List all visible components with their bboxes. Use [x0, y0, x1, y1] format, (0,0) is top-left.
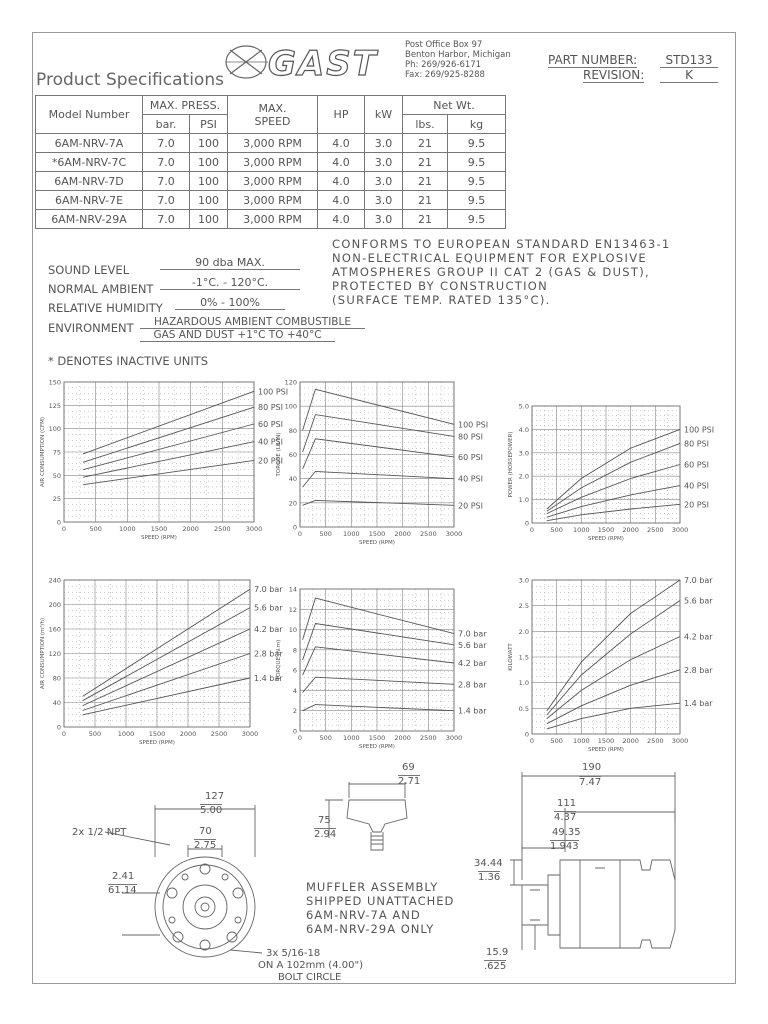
x-axis-label: SPEED (RPM): [359, 540, 395, 546]
cell-model: 6AM-NRV-7E: [36, 191, 143, 210]
cell-hp: 4.0: [318, 134, 365, 153]
header-kg: kg: [448, 115, 506, 134]
series-label: 5.6 bar: [254, 603, 283, 613]
header-psi: PSI: [190, 115, 228, 134]
x-tick-label: 1000: [117, 730, 135, 738]
x-tick-label: 0: [529, 526, 535, 534]
x-tick-label: 500: [550, 737, 563, 745]
series-label: 60 PSI: [684, 460, 709, 470]
humidity-label: RELATIVE HUMIDITY: [48, 301, 163, 315]
cell-hp: 4.0: [318, 172, 365, 191]
y-axis-label: AIR CONSUMPTION (CFM): [40, 416, 46, 488]
address-line: Post Office Box 97: [405, 40, 483, 50]
x-tick-label: 2000: [179, 730, 197, 738]
y-tick-label: 2: [292, 707, 297, 716]
y-tick-label: 5.0: [518, 402, 529, 411]
part-number-label: PART NUMBER:: [548, 53, 638, 67]
series-label: 60 PSI: [458, 452, 483, 462]
cell-kw: 3.0: [365, 191, 403, 210]
x-tick-label: 3000: [671, 737, 689, 745]
y-tick-label: 120: [284, 378, 297, 387]
gast-logo: [222, 40, 390, 84]
series-line: [547, 703, 680, 729]
header-kw: kW: [365, 96, 403, 134]
series-label: 1.4 bar: [684, 699, 713, 709]
y-tick-label: 2.5: [518, 602, 529, 611]
x-tick-label: 0: [297, 530, 303, 538]
y-tick-label: 20: [288, 499, 297, 508]
cell-kg: 9.5: [448, 134, 506, 153]
dim-4935-in: 1.943: [550, 841, 579, 852]
x-axis-label: SPEED (RPM): [588, 747, 624, 753]
series-label: 40 PSI: [258, 437, 283, 447]
chart-torque-lbin: [272, 374, 512, 549]
table-row: [36, 191, 506, 210]
header-max-press: MAX. PRESS.: [143, 96, 228, 115]
table-row: [36, 210, 506, 229]
cell-lbs: 21: [403, 191, 448, 210]
x-tick-label: 500: [550, 526, 563, 534]
cell-lbs: 21: [403, 210, 448, 229]
x-tick-label: 2000: [182, 525, 199, 533]
dim-6114: 61.14: [108, 885, 137, 896]
x-tick-label: 3000: [671, 526, 689, 534]
y-tick-label: 4: [292, 686, 297, 695]
x-tick-label: 0: [297, 734, 303, 742]
series-line: [547, 601, 680, 716]
x-tick-label: 0: [61, 730, 67, 738]
y-tick-label: 50: [52, 471, 61, 480]
cell-speed: 3,000 RPM: [228, 210, 318, 229]
y-tick-label: 0: [56, 723, 61, 732]
dim-159-in: .625: [484, 961, 507, 972]
x-tick-label: 0: [61, 525, 67, 533]
humidity-value: 0% - 100%: [175, 296, 285, 310]
x-tick-label: 2500: [647, 526, 664, 534]
series-line: [303, 415, 454, 453]
ambient-label: NORMAL AMBIENT: [48, 282, 154, 296]
cell-psi: 100: [190, 153, 228, 172]
ambient-value: -1°C. - 120°C.: [160, 276, 300, 290]
conformity-line: PROTECTED BY CONSTRUCTION: [332, 279, 549, 293]
x-tick-label: 2500: [214, 525, 231, 533]
cell-psi: 100: [190, 172, 228, 191]
series-label: 7.0 bar: [254, 585, 283, 595]
muffler-note-line: 6AM-NRV-29A ONLY: [306, 922, 435, 936]
muffler-note-line: 6AM-NRV-7A AND: [306, 908, 421, 922]
x-tick-label: 3000: [245, 525, 263, 533]
series-label: 80 PSI: [258, 403, 283, 413]
series-line: [83, 589, 250, 696]
dim-70-in: 2.75: [194, 840, 217, 851]
cell-model: *6AM-NRV-7C: [36, 153, 143, 172]
series-label: 40 PSI: [458, 474, 483, 484]
dim-190: 190: [582, 762, 602, 773]
cell-kg: 9.5: [448, 153, 506, 172]
y-tick-label: 200: [48, 601, 61, 609]
y-axis-label: TORQUE (LB-IN): [276, 432, 282, 477]
y-tick-label: 40: [288, 475, 297, 484]
conformity-statement: [332, 237, 671, 307]
chart-kilowatt: [500, 572, 732, 753]
y-tick-label: 0: [56, 518, 61, 527]
series-label: 7.0 bar: [458, 629, 487, 639]
address-line: Fax: 269/925-8288: [405, 70, 485, 80]
x-tick-label: 500: [319, 734, 332, 742]
y-tick-label: 0.5: [518, 704, 529, 713]
dim-241: 2.41: [112, 871, 135, 882]
environment-value-1: HAZARDOUS AMBIENT COMBUSTIBLE: [140, 316, 365, 329]
dim-4935: 49.35: [552, 827, 581, 838]
series-label: 5.6 bar: [458, 640, 487, 650]
header-max-speed-1: MAX.: [258, 101, 287, 115]
x-tick-label: 3000: [241, 730, 259, 738]
chart-svg: [500, 398, 732, 548]
x-axis-label: SPEED (RPM): [359, 744, 395, 750]
x-tick-label: 2500: [420, 530, 437, 538]
cell-speed: 3,000 RPM: [228, 191, 318, 210]
cell-kg: 9.5: [448, 191, 506, 210]
x-tick-label: 2000: [394, 530, 411, 538]
series-label: 1.4 bar: [458, 706, 487, 716]
series-label: 20 PSI: [458, 501, 483, 511]
y-tick-label: 4.0: [518, 425, 529, 434]
y-tick-label: 3.0: [518, 449, 529, 458]
conformity-line: CONFORMS TO EUROPEAN STANDARD EN13463-1: [332, 237, 671, 251]
muffler-dia: 69: [402, 762, 415, 773]
y-tick-label: 75: [52, 448, 61, 457]
sound-label: SOUND LEVEL: [48, 263, 130, 277]
muffler-height: 75: [318, 815, 331, 826]
chart-svg: [500, 572, 732, 753]
y-tick-label: 10: [288, 626, 297, 635]
y-tick-label: 60: [288, 451, 297, 459]
y-tick-label: 100: [284, 402, 297, 411]
muffler-note-line: SHIPPED UNATTACHED: [306, 894, 455, 908]
cell-bar: 7.0: [143, 153, 190, 172]
chart-svg: [272, 577, 512, 749]
chart-torque-nm: [272, 577, 512, 749]
x-tick-label: 1000: [343, 734, 360, 742]
cell-kw: 3.0: [365, 210, 403, 229]
environment-value-2: GAS AND DUST +1°C TO +40°C: [140, 329, 335, 342]
series-label: 5.6 bar: [684, 596, 713, 606]
y-tick-label: 0: [524, 730, 529, 739]
x-tick-label: 2500: [210, 730, 228, 738]
cell-kg: 9.5: [448, 210, 506, 229]
cell-psi: 100: [190, 134, 228, 153]
series-label: 4.2 bar: [458, 659, 487, 669]
series-label: 4.2 bar: [684, 632, 713, 642]
y-axis-label: TORQUE (N.m): [276, 639, 282, 681]
cell-model: 6AM-NRV-7D: [36, 172, 143, 191]
y-tick-label: 150: [48, 378, 61, 387]
chart-svg: [272, 374, 512, 549]
series-label: 100 PSI: [684, 425, 715, 435]
muffler-note: [306, 880, 454, 936]
series-label: 2.8 bar: [684, 665, 713, 675]
cell-hp: 4.0: [318, 210, 365, 229]
x-tick-label: 1500: [148, 730, 166, 738]
cell-hp: 4.0: [318, 153, 365, 172]
header-max-speed-2: SPEED: [254, 114, 291, 128]
x-tick-label: 2000: [394, 734, 411, 742]
series-line: [303, 439, 454, 469]
y-axis-label: AIR CONSUMPTION (m³/h): [40, 617, 46, 690]
header-model: Model Number: [36, 96, 143, 134]
y-tick-label: 1.0: [518, 496, 529, 505]
series-label: 80 PSI: [458, 432, 483, 442]
x-axis-label: SPEED (RPM): [141, 535, 177, 541]
series-label: 1.4 bar: [254, 674, 283, 683]
inactive-note: * DENOTES INACTIVE UNITS: [48, 354, 209, 368]
cell-lbs: 21: [403, 172, 448, 191]
conformity-line: ATMOSPHERES GROUP II CAT 2 (GAS & DUST),: [332, 265, 650, 279]
x-tick-label: 1000: [573, 526, 590, 534]
y-tick-label: 12: [288, 605, 297, 614]
muffler-dia-in: 2.71: [398, 776, 421, 787]
y-tick-label: 1.0: [518, 679, 529, 688]
part-number-value: STD133: [660, 53, 718, 68]
x-tick-label: 1000: [343, 530, 360, 538]
series-line: [303, 471, 454, 487]
header-net-wt: Net Wt.: [403, 96, 506, 115]
cell-hp: 4.0: [318, 191, 365, 210]
y-tick-label: 0: [292, 727, 297, 736]
y-tick-label: 2.0: [518, 472, 529, 481]
x-tick-label: 2500: [420, 734, 437, 742]
series-label: 100 PSI: [458, 420, 489, 430]
y-tick-label: 3.0: [518, 576, 529, 585]
cell-speed: 3,000 RPM: [228, 134, 318, 153]
y-tick-label: 0: [292, 523, 297, 532]
dim-3444: 34.44: [474, 858, 503, 869]
cell-psi: 100: [190, 210, 228, 229]
y-tick-label: 160: [48, 625, 61, 634]
y-tick-label: 1.5: [518, 653, 529, 662]
y-tick-label: 6: [292, 666, 297, 675]
x-tick-label: 500: [88, 730, 102, 738]
cell-model: 6AM-NRV-7A: [36, 134, 143, 153]
revision-label: REVISION:: [583, 68, 645, 82]
x-tick-label: 1000: [573, 737, 590, 745]
muffler-height-in: 2.94: [314, 829, 337, 840]
header-lbs: lbs.: [403, 115, 448, 134]
series-line: [547, 670, 680, 724]
y-tick-label: 100: [48, 425, 61, 434]
dim-111-in: 4.37: [554, 812, 577, 823]
cell-speed: 3,000 RPM: [228, 153, 318, 172]
y-tick-label: 0: [524, 519, 529, 528]
series-label: 2.8 bar: [254, 649, 283, 659]
dim-npt: 2x 1/2 NPT: [72, 827, 127, 838]
page-title: Product Specifications: [36, 70, 224, 90]
address-line: Ph: 269/926-6171: [405, 60, 482, 70]
series-line: [303, 705, 454, 711]
header-max-speed: [228, 96, 318, 134]
x-tick-label: 2500: [647, 737, 664, 745]
dim-70: 70: [199, 826, 212, 837]
dim-3444-in: 1.36: [478, 872, 501, 883]
series-line: [83, 629, 250, 706]
cell-kw: 3.0: [365, 134, 403, 153]
header-bar: bar.: [143, 115, 190, 134]
x-axis-label: SPEED (RPM): [139, 740, 175, 746]
series-line: [303, 647, 454, 675]
series-label: 100 PSI: [258, 387, 289, 397]
x-tick-label: 3000: [445, 734, 463, 742]
x-tick-label: 1500: [150, 525, 168, 533]
cell-bar: 7.0: [143, 210, 190, 229]
y-tick-label: 40: [52, 699, 61, 707]
cell-speed: 3,000 RPM: [228, 172, 318, 191]
dim-dia-127-in: 5.00: [200, 805, 223, 816]
y-axis-label: POWER (HORSEPOWER): [508, 431, 514, 498]
y-tick-label: 240: [48, 576, 61, 585]
company-address: [405, 40, 511, 80]
series-line: [547, 486, 680, 518]
cell-model: 6AM-NRV-29A: [36, 210, 143, 229]
y-tick-label: 125: [48, 401, 61, 410]
revision-value: K: [660, 68, 718, 83]
series-label: 20 PSI: [258, 456, 283, 466]
environment-label: ENVIRONMENT: [48, 321, 134, 335]
y-tick-label: 80: [52, 674, 61, 683]
x-tick-label: 1500: [597, 737, 615, 745]
cell-kw: 3.0: [365, 153, 403, 172]
y-tick-label: 2.0: [518, 627, 529, 636]
x-tick-label: 2000: [622, 737, 639, 745]
bolt-note-3: BOLT CIRCLE: [278, 972, 342, 983]
bolt-note-1: 3x 5/16-18: [266, 948, 321, 959]
x-tick-label: 1500: [368, 530, 386, 538]
cell-psi: 100: [190, 191, 228, 210]
x-tick-label: 0: [529, 737, 535, 745]
x-axis-label: SPEED (RPM): [588, 536, 624, 542]
header-hp: HP: [318, 96, 365, 134]
y-tick-label: 120: [48, 650, 61, 658]
y-tick-label: 25: [52, 495, 61, 504]
logo-text: GAST: [268, 44, 378, 84]
chart-horsepower: [500, 398, 732, 548]
series-line: [83, 654, 250, 711]
conformity-line: NON-ELECTRICAL EQUIPMENT FOR EXPLOSIVE: [332, 251, 647, 265]
cell-kg: 9.5: [448, 172, 506, 191]
x-tick-label: 3000: [445, 530, 463, 538]
bolt-note-2: ON A 102mm (4.00"): [258, 960, 363, 971]
series-label: 2.8 bar: [458, 680, 487, 690]
series-label: 20 PSI: [684, 500, 709, 510]
table-row: [36, 153, 506, 172]
x-tick-label: 2000: [622, 526, 639, 534]
dim-190-in: 7.47: [579, 777, 602, 788]
address-line: Benton Harbor, Michigan: [405, 50, 511, 60]
series-label: 7.0 bar: [684, 576, 713, 585]
cell-lbs: 21: [403, 153, 448, 172]
series-label: 4.2 bar: [254, 625, 283, 634]
table-row: [36, 134, 506, 153]
dim-111: 111: [557, 798, 577, 809]
dim-dia-127: 127: [205, 791, 225, 802]
muffler-note-line: MUFFLER ASSEMBLY: [306, 880, 439, 894]
series-line: [547, 443, 680, 511]
cell-bar: 7.0: [143, 172, 190, 191]
x-tick-label: 500: [89, 525, 102, 533]
series-label: 40 PSI: [684, 481, 709, 491]
x-tick-label: 1500: [597, 526, 615, 534]
y-tick-label: 14: [288, 585, 297, 594]
x-tick-label: 1500: [368, 734, 386, 742]
y-tick-label: 8: [292, 646, 297, 655]
x-tick-label: 500: [319, 530, 332, 538]
y-axis-label: KILOWATT: [508, 643, 514, 671]
conformity-line: (SURFACE TEMP. RATED 135°C).: [332, 293, 551, 307]
cell-bar: 7.0: [143, 191, 190, 210]
series-line: [83, 608, 250, 701]
sound-value: 90 dba MAX.: [160, 256, 300, 270]
y-tick-label: 80: [288, 426, 297, 435]
x-tick-label: 1000: [119, 525, 136, 533]
dim-159: 15.9: [486, 947, 509, 958]
spec-table: [35, 95, 506, 229]
table-row: [36, 172, 506, 191]
cell-lbs: 21: [403, 134, 448, 153]
cell-bar: 7.0: [143, 134, 190, 153]
cell-kw: 3.0: [365, 172, 403, 191]
series-label: 80 PSI: [684, 439, 709, 449]
series-label: 60 PSI: [258, 420, 283, 429]
